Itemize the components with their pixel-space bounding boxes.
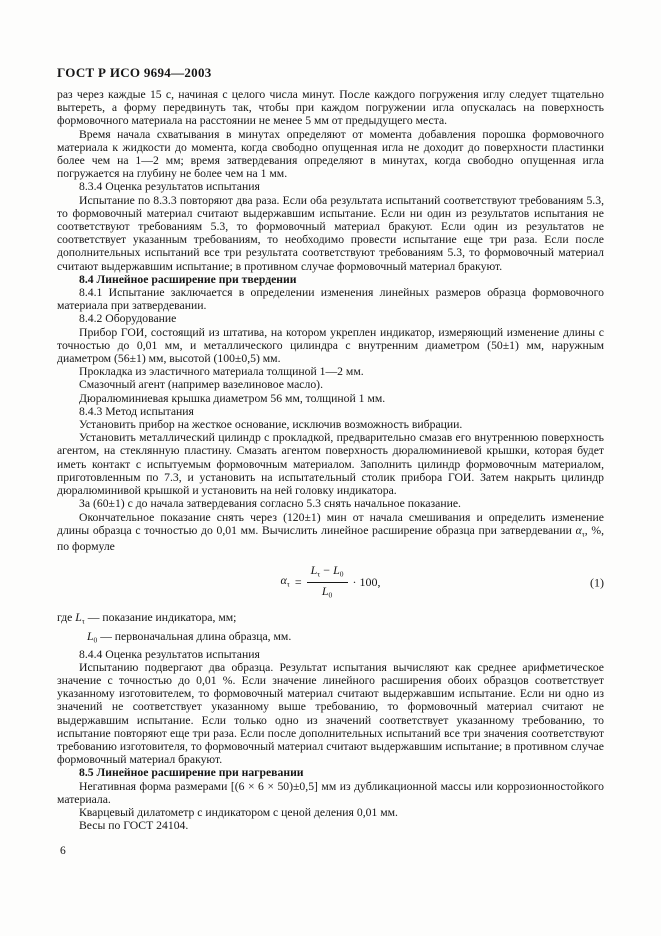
l-zero-definition: — первоначальная длина образца, мм. — [97, 629, 292, 643]
l-tau-variable: L — [75, 610, 82, 624]
alpha-subscript: τ — [581, 529, 585, 539]
alpha-symbol: α — [280, 573, 287, 588]
fraction-numerator — [307, 563, 348, 584]
paragraph-cylinder-setup: Установить металлический цилиндр с прокладкой, предварительно смазав его внутреннюю поверхность агентом, на стеклянную пластину. Смазать агентом поверхность дюралюминиевой крышки, которая будет иметь контакт с испытуемым формовочным материалом. Заполнить цилиндр формовочным материалом, приготовленным по 7.3, и установить на испытательный столик прибора ГОИ. Затем накрыть цилиндр дюралюминивой крышкой и установить на ней головку индикатора. — [57, 431, 604, 498]
final-reading-text: Окончательное показание снять через (120±1) мин от начала смешивания и определить изменение длины образца с точностью до 0,01 мм. Вычислить линейное расширение образца при затвердевании — [57, 510, 604, 537]
formula-lhs — [280, 574, 289, 591]
paragraph-gasket: Прокладка из эластичного материала толщиной 1—2 мм. — [79, 365, 364, 379]
paragraph-final-reading — [57, 511, 604, 554]
paragraph-8-4-1-purpose: 8.4.1 Испытание заключается в определении изменения линейных размеров образца формовочного материала при затвердевании. — [57, 286, 604, 313]
paragraph-duralumin-lid: Дюралюминиевая крышка диаметром 56 мм, толщиной 1 мм. — [79, 391, 386, 405]
final-reading-text-tail: , %, по формуле — [57, 523, 604, 554]
formula-legend-l-tau — [57, 610, 604, 629]
multiplier-100: · 100, — [352, 575, 381, 589]
minus-sign: − — [323, 562, 331, 577]
alpha-subscript: τ — [286, 579, 290, 589]
document-code: ГОСТ Р ИСО 9694—2003 — [57, 65, 212, 80]
section-heading-8-3-4: 8.3.4 Оценка результатов испытания — [79, 180, 260, 194]
fraction-denominator — [307, 583, 348, 603]
paragraph-initial-reading: За (60±1) с до начала затвердевания согласно 5.3 снять начальное показание. — [79, 497, 461, 511]
paragraph-goi-device: Прибор ГОИ, состоящий из штатива, на котором укреплен индикатор, измеряющий изменение длины с точностью до 0,01 мм, и металлического цилиндра с внутренним диаметром (50±1) мм, наружным диаметром (56±1) мм, высотой (100±0,5) мм. — [57, 325, 604, 366]
document-body — [57, 88, 604, 832]
l-zero-variable: L — [321, 584, 329, 599]
legend-lead: где — [57, 610, 76, 624]
fraction — [307, 563, 348, 603]
l-tau-variable: L — [310, 562, 318, 577]
paragraph-needle-test-continuation: раз через каждые 15 с, начиная с целого числа минут. После каждого погружения иглу следует тщательно вытереть, а форму передвинуть так, чтобы при каждом погружении игла опускалась на поверхность формовочного материала на расстоянии не менее 5 мм от предыдущего места. — [57, 88, 604, 128]
paragraph-rigid-base: Установить прибор на жесткое основание, исключив возможность вибрации. — [79, 418, 463, 432]
formula-block — [57, 563, 604, 603]
formula-legend-l-zero — [57, 629, 604, 648]
section-heading-8-4: 8.4 Линейное расширение при твердении — [79, 272, 297, 286]
zero-subscript: 0 — [93, 635, 98, 645]
paragraph-quartz-dilatometer: Кварцевый дилатометр с индикатором с ценой деления 0,01 мм. — [79, 806, 398, 820]
alpha-symbol: α — [575, 523, 582, 537]
zero-subscript: 0 — [339, 569, 344, 579]
section-heading-8-4-3: 8.4.3 Метод испытания — [79, 404, 194, 418]
tau-subscript: τ — [81, 616, 85, 626]
paragraph-setting-time: Время начала схватывания в минутах определяют от момента добавления порошка формовочного материала к жидкости до момента, когда свободно опущенная игла не доходит до поверхности пластинки более чем на 1—2 мм; время затвердевания определяют в минутах, когда свободно опущенная игла погружается на глубину не более чем на 1 мм. — [57, 127, 604, 181]
zero-subscript: 0 — [328, 590, 333, 600]
page-number: 6 — [60, 845, 66, 857]
equals-sign: = — [294, 575, 302, 589]
paragraph-scales-gost: Весы по ГОСТ 24104. — [79, 819, 189, 833]
equation-number: (1) — [590, 575, 604, 590]
l-zero-variable: L — [87, 629, 94, 643]
l-tau-definition: — показание индикатора, мм; — [84, 610, 237, 624]
tau-subscript: τ — [317, 569, 321, 579]
paragraph-negative-mould: Негативная форма размерами [(6 × 6 × 50)±0,5] мм из дубликационной массы или коррозионностойкого материала. — [57, 779, 604, 806]
formula-1 — [280, 563, 380, 603]
l-zero-variable: L — [333, 562, 340, 577]
section-heading-8-4-2: 8.4.2 Оборудование — [79, 312, 177, 326]
paragraph-results-evaluation: Испытанию подвергают два образца. Результат испытания вычисляют как среднее арифметическое значение с точностью до 0,01 %. Если значение линейного расширения обоих образцов соответствует указанному изготовителем, то формовочный материал считают выдержавшим испытание. Если ни одно из значений не соответствует указанному выше требованию, то формовочный материал считают не выдержавшим испытание. Если только одно из значений соответствует указанному требованию, то испытание повторяют еще три раза. Если после дополнительных испытаний все три значения соответствуют требованию изготовителя, то формовочный материал считают выдержавшим испытание; в противном случае формовочный материал бракуют. — [57, 660, 604, 767]
paragraph-lubricant: Смазочный агент (например вазелиновое масло). — [79, 378, 323, 392]
section-heading-8-4-4: 8.4.4 Оценка результатов испытания — [79, 647, 260, 661]
section-heading-8-5: 8.5 Линейное расширение при нагревании — [79, 766, 304, 780]
paragraph-test-repetition-8-3-3: Испытание по 8.3.3 повторяют два раза. Если оба результата испытаний соответствуют требованиям 5.3, то формовочный материал считают выдержавшим испытание. Если ни один из результатов испытания не соответствуют требованиям 5.3, то формовочный материал бракуют. Если один из результатов не соответствует указанным требованиям, то необходимо провести испытание еще три раза. Если после дополнительных испытаний все три результата соответствуют требованиям 5.3, то формовочный материал считают выдержавшим испытание; в противном случае формовочный материал бракуют. — [57, 193, 604, 273]
